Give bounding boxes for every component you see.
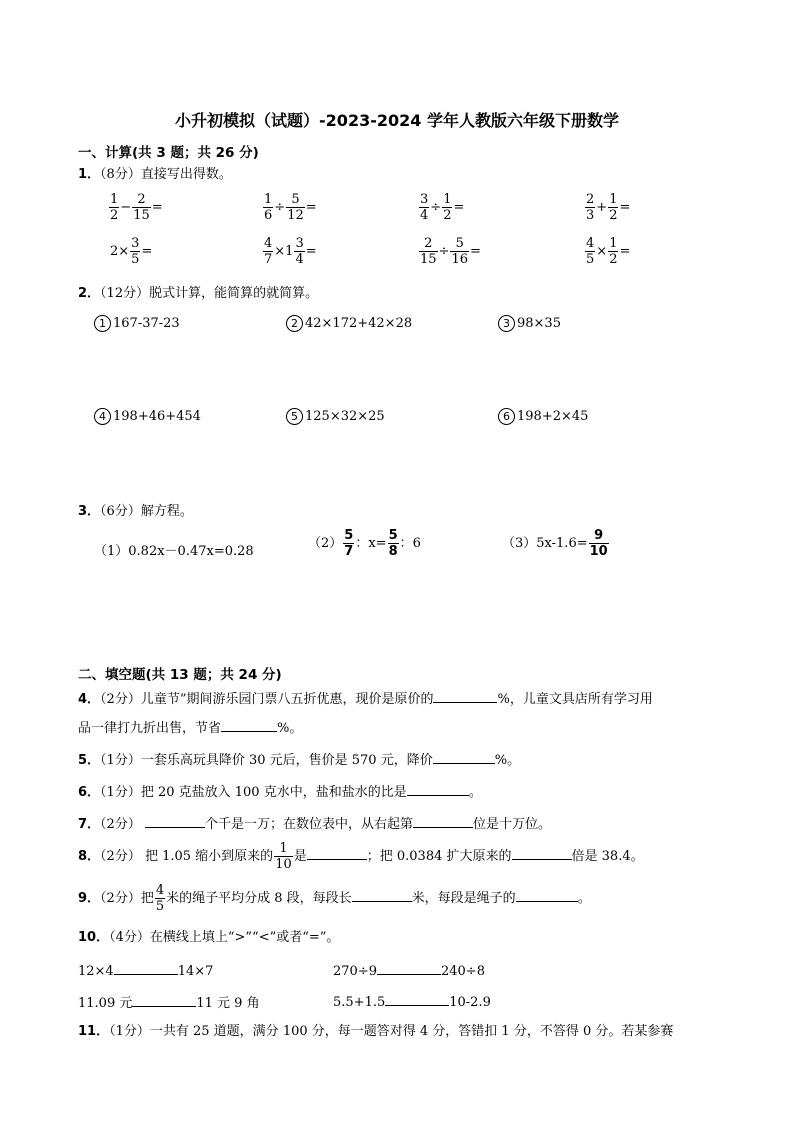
- q1-item-2: $\frac{1}{6}$ ÷ $\frac{5}{12}$ =: [264, 192, 317, 223]
- q2-item-1: 1 167-37-23: [94, 315, 180, 332]
- question-9: 9．（2分）把 $\frac{4}{5}$ 米的绳子平均分成 8 段，每段长 米，每段是绳子的 。: [78, 883, 591, 914]
- question-points: （12分）: [100, 286, 150, 301]
- question-points: （8分）: [100, 167, 141, 182]
- answer-blank[interactable]: [221, 718, 277, 732]
- q2-item-3: 3 98×35: [498, 315, 561, 332]
- answer-blank[interactable]: [352, 888, 412, 902]
- q10-compare-4: 5.5+1.5 10-2.9: [333, 992, 491, 1010]
- answer-blank[interactable]: [385, 992, 449, 1006]
- question-1: [78, 165, 232, 185]
- q1-item-6: $\frac{4}{7}$ ×1 $\frac{3}{4}$ =: [264, 236, 317, 267]
- q1-item-7: $\frac{2}{15}$ ÷ $\frac{5}{16}$ =: [420, 236, 481, 267]
- q1-item-1: $\frac{1}{2}$ − $\frac{2}{15}$ =: [110, 192, 163, 223]
- q2-item-5: 5 125×32×25: [286, 408, 385, 425]
- question-5: 5．（1分）一套乐高玩具降价 30 元后，售价是 570 元，降价 %。: [78, 750, 520, 771]
- answer-blank[interactable]: [413, 814, 473, 828]
- answer-blank[interactable]: [132, 993, 196, 1007]
- question-number: 3．: [78, 504, 101, 519]
- question-10: 10．（4分）在横线上填上“>”“<”或者“=”。: [78, 930, 340, 945]
- answer-blank[interactable]: [307, 846, 367, 860]
- question-8: 8．（2分） 把 1.05 缩小到原来的 $\frac{1}{10}$ 是 ；把 0.0384 扩大原来的 倍是 38.4。: [78, 841, 644, 872]
- q10-compare-1: 12×4 14×7: [78, 961, 213, 979]
- page-title: 小升初模拟（试题）-2023-2024 学年人教版六年级下册数学: [175, 111, 619, 130]
- answer-blank[interactable]: [433, 750, 495, 764]
- q2-item-2: 2 42×172+42×28: [286, 315, 412, 332]
- question-number: 1．: [78, 167, 101, 182]
- q1-item-5: 2× $\frac{3}{5}$ =: [110, 236, 153, 267]
- q1-item-3: $\frac{3}{4}$ ÷ $\frac{1}{2}$ =: [420, 192, 465, 223]
- answer-blank[interactable]: [145, 814, 205, 828]
- question-4: 4．（2分）儿童节”期间游乐园门票八五折优惠，现价是原价的 %，儿童文具店所有学习用: [78, 689, 653, 710]
- answer-blank[interactable]: [433, 689, 497, 703]
- question-3: [78, 502, 193, 522]
- q10-compare-3: 11.09 元 11 元 9 角: [78, 992, 260, 1011]
- question-6: 6．（1分）把 20 克盐放入 100 克水中，盐和盐水的比是 。: [78, 782, 482, 803]
- q2-item-4: 4 198+46+454: [94, 408, 201, 425]
- question-11: 11．（1分）一共有 25 道题，满分 100 分，每一题答对得 4 分，答错扣 1 分，不答得 0 分。若某参赛: [78, 1024, 674, 1039]
- answer-blank[interactable]: [407, 782, 469, 796]
- question-4-cont: 品一律打九折出售，节省 %。: [78, 718, 302, 739]
- question-points: （6分）: [100, 504, 141, 519]
- q2-item-6: 6 198+2×45: [498, 408, 588, 425]
- question-7: 7．（2分） 个千是一万；在数位表中，从右起第 位是十万位。: [78, 814, 551, 835]
- section-heading-fill: 二、填空题(共 13 题；共 24 分): [78, 667, 282, 683]
- q1-item-8: $\frac{4}{5}$ × $\frac{1}{2}$ =: [586, 236, 631, 267]
- answer-blank[interactable]: [377, 961, 441, 975]
- question-text: 脱式计算，能简算的就简算。: [149, 286, 319, 301]
- q3-equation-1: （1）0.82x－0.47x=0.28: [94, 544, 254, 559]
- q3-equation-2: （2） $\frac{5}{7}$ ：x= $\frac{5}{8}$ ：6: [308, 528, 421, 559]
- q3-equation-3: （3）5x-1.6= $\frac{9}{10}$: [502, 528, 608, 559]
- question-text: 直接写出得数。: [140, 167, 232, 182]
- question-2: [78, 284, 318, 304]
- answer-blank[interactable]: [516, 888, 578, 902]
- q10-compare-2: 270÷9 240÷8: [333, 961, 485, 979]
- section-heading-calc: 一、计算(共 3 题；共 26 分): [78, 145, 259, 161]
- question-text: 解方程。: [140, 504, 193, 519]
- answer-blank[interactable]: [114, 961, 178, 975]
- answer-blank[interactable]: [512, 846, 572, 860]
- q1-item-4: $\frac{2}{3}$ + $\frac{1}{2}$ =: [586, 192, 631, 223]
- question-number: 2．: [78, 286, 101, 301]
